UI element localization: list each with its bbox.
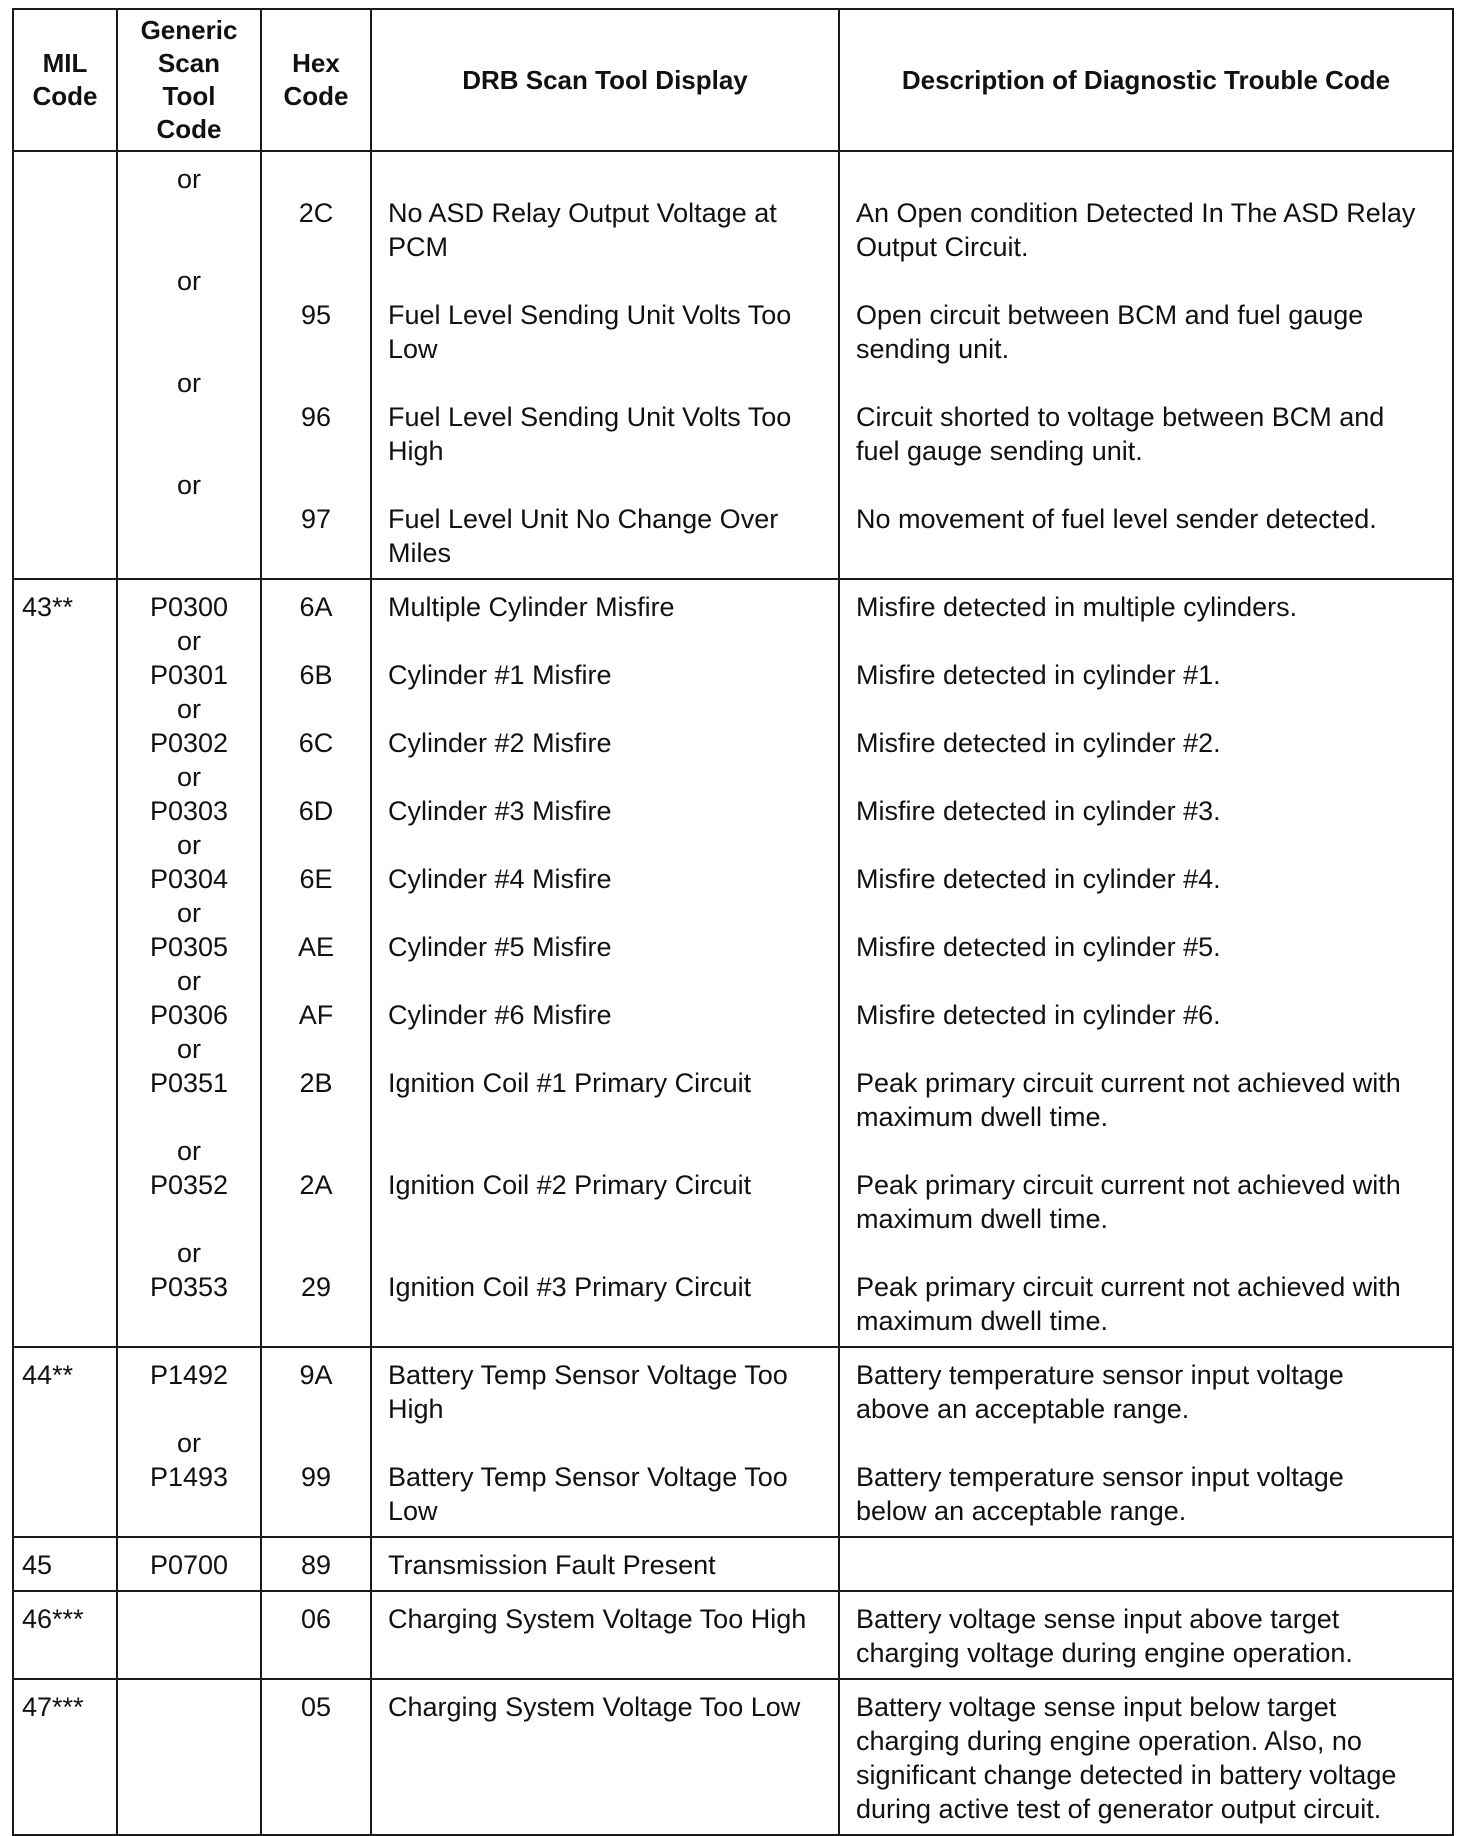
hex-code: AE bbox=[297, 932, 335, 962]
hex-code: 6E bbox=[299, 864, 333, 894]
or-separator: or bbox=[176, 1238, 201, 1268]
generic-code-cell: P0700 bbox=[117, 1537, 261, 1591]
drb-display-text: Ignition Coil #3 Primary Circuit bbox=[388, 1272, 752, 1302]
description-text: Misfire detected in cylinder #6. bbox=[856, 1000, 1221, 1030]
drb-display-text: Low bbox=[388, 334, 438, 364]
or-separator: or bbox=[176, 1034, 201, 1064]
hex-code: 6D bbox=[298, 796, 334, 826]
description-text: Battery voltage sense input below target bbox=[856, 1692, 1337, 1722]
drb-display-text: Cylinder #5 Misfire bbox=[388, 932, 612, 962]
header-hex-line-1: Hex bbox=[292, 48, 340, 78]
hex-code: 95 bbox=[300, 300, 332, 330]
description-text: maximum dwell time. bbox=[856, 1102, 1109, 1132]
description-cell bbox=[839, 1679, 1453, 1835]
description-text: Output Circuit. bbox=[856, 232, 1029, 262]
header-generic-line-1: Generic bbox=[140, 15, 238, 45]
table-row-mil-47 bbox=[13, 1679, 1453, 1835]
or-separator: or bbox=[176, 966, 201, 996]
drb-display-text: Ignition Coil #1 Primary Circuit bbox=[388, 1068, 752, 1098]
hex-code: 2B bbox=[299, 1068, 333, 1098]
header-generic-line-3: Tool bbox=[162, 81, 216, 111]
or-separator: or bbox=[176, 470, 201, 500]
drb-display-text: Multiple Cylinder Misfire bbox=[388, 592, 675, 622]
drb-display-text: Battery Temp Sensor Voltage Too bbox=[388, 1462, 788, 1492]
description-text: sending unit. bbox=[856, 334, 1010, 364]
description-text: Misfire detected in cylinder #5. bbox=[856, 932, 1221, 962]
drb-display-cell bbox=[371, 1347, 839, 1537]
header-drb-display: DRB Scan Tool Display bbox=[371, 9, 839, 151]
drb-display-text: Ignition Coil #2 Primary Circuit bbox=[388, 1170, 752, 1200]
description-text: Battery voltage sense input above target bbox=[856, 1604, 1340, 1634]
description-text: Circuit shorted to voltage between BCM and bbox=[856, 402, 1385, 432]
description-text: Peak primary circuit current not achieved with bbox=[856, 1068, 1401, 1098]
description-cell bbox=[839, 1591, 1453, 1679]
generic-code: P1492 bbox=[149, 1360, 229, 1390]
or-separator: or bbox=[176, 368, 201, 398]
header-hex-code bbox=[261, 9, 371, 151]
table-row-mil-46 bbox=[13, 1591, 1453, 1679]
drb-display-text: Cylinder #2 Misfire bbox=[388, 728, 612, 758]
generic-code: P0302 bbox=[149, 728, 229, 758]
generic-code-cell bbox=[117, 1679, 261, 1835]
drb-display-text: Fuel Level Unit No Change Over bbox=[388, 504, 779, 534]
table-row-mil-44 bbox=[13, 1347, 1453, 1537]
generic-code: P0306 bbox=[149, 1000, 229, 1030]
hex-code-cell: 05 bbox=[261, 1679, 371, 1835]
table-row-group-continued bbox=[13, 151, 1453, 579]
header-description: Description of Diagnostic Trouble Code bbox=[839, 9, 1453, 151]
drb-display-cell: Charging System Voltage Too High bbox=[371, 1591, 839, 1679]
description-text: maximum dwell time. bbox=[856, 1204, 1109, 1234]
hex-code-cell bbox=[261, 151, 371, 579]
dtc-table bbox=[12, 8, 1454, 1836]
drb-display-cell bbox=[371, 579, 839, 1347]
drb-display-text: PCM bbox=[388, 232, 448, 262]
description-cell bbox=[839, 579, 1453, 1347]
or-separator: or bbox=[176, 762, 201, 792]
drb-display-cell: Charging System Voltage Too Low bbox=[371, 1679, 839, 1835]
description-text: below an acceptable range. bbox=[856, 1496, 1187, 1526]
description-cell bbox=[839, 1347, 1453, 1537]
drb-display-text: High bbox=[388, 1394, 444, 1424]
hex-code: 6B bbox=[299, 660, 333, 690]
hex-code: 99 bbox=[300, 1462, 332, 1492]
or-separator: or bbox=[176, 164, 201, 194]
description-text: during active test of generator output circuit. bbox=[856, 1794, 1382, 1824]
drb-display-cell bbox=[371, 151, 839, 579]
description-text: significant change detected in battery voltage bbox=[856, 1760, 1397, 1790]
drb-display-cell: Transmission Fault Present bbox=[371, 1537, 839, 1591]
header-generic-line-4: Code bbox=[156, 114, 222, 144]
generic-code: P0351 bbox=[149, 1068, 229, 1098]
description-text: fuel gauge sending unit. bbox=[856, 436, 1143, 466]
generic-code-cell bbox=[117, 1591, 261, 1679]
hex-code-cell bbox=[261, 579, 371, 1347]
description-text: Misfire detected in cylinder #3. bbox=[856, 796, 1221, 826]
or-separator: or bbox=[176, 898, 201, 928]
description-text: maximum dwell time. bbox=[856, 1306, 1109, 1336]
description-text: An Open condition Detected In The ASD Relay bbox=[856, 198, 1416, 228]
description-text: Open circuit between BCM and fuel gauge bbox=[856, 300, 1364, 330]
description-cell bbox=[839, 151, 1453, 579]
drb-display-text: Fuel Level Sending Unit Volts Too bbox=[388, 402, 792, 432]
header-generic-line-2: Scan bbox=[157, 48, 221, 78]
drb-display-text: Cylinder #1 Misfire bbox=[388, 660, 612, 690]
hex-code: 2C bbox=[298, 198, 334, 228]
header-hex-line-2: Code bbox=[283, 81, 349, 111]
generic-code: P0353 bbox=[149, 1272, 229, 1302]
drb-display-text: Fuel Level Sending Unit Volts Too bbox=[388, 300, 792, 330]
generic-code-cell bbox=[117, 1347, 261, 1537]
mil-code-cell: 47*** bbox=[13, 1679, 117, 1835]
description-text: charging during engine operation. Also, no bbox=[856, 1726, 1362, 1756]
hex-code: 2A bbox=[299, 1170, 333, 1200]
description-text: above an acceptable range. bbox=[856, 1394, 1190, 1424]
description-text: Misfire detected in cylinder #2. bbox=[856, 728, 1221, 758]
description-text: Battery temperature sensor input voltage bbox=[856, 1462, 1344, 1492]
or-separator: or bbox=[176, 1428, 201, 1458]
generic-code-cell bbox=[117, 151, 261, 579]
mil-code-cell bbox=[13, 151, 117, 579]
table-header-row bbox=[13, 9, 1453, 151]
generic-code: P0303 bbox=[149, 796, 229, 826]
hex-code: 6A bbox=[299, 592, 333, 622]
hex-code: 97 bbox=[300, 504, 332, 534]
or-separator: or bbox=[176, 694, 201, 724]
generic-code-cell bbox=[117, 579, 261, 1347]
header-generic-scan-tool-code bbox=[117, 9, 261, 151]
or-separator: or bbox=[176, 266, 201, 296]
description-text: No movement of fuel level sender detected. bbox=[856, 504, 1377, 534]
mil-code-cell: 46*** bbox=[13, 1591, 117, 1679]
or-separator: or bbox=[176, 830, 201, 860]
header-mil-line-2: Code bbox=[32, 81, 98, 111]
description-text: Peak primary circuit current not achieved with bbox=[856, 1272, 1401, 1302]
table-row-mil-43 bbox=[13, 579, 1453, 1347]
hex-code: 29 bbox=[300, 1272, 332, 1302]
hex-code: 6C bbox=[298, 728, 334, 758]
header-mil-line-1: MIL bbox=[42, 48, 88, 78]
description-text: Misfire detected in cylinder #4. bbox=[856, 864, 1221, 894]
or-separator: or bbox=[176, 1136, 201, 1166]
hex-code: AF bbox=[298, 1000, 334, 1030]
drb-display-text: Miles bbox=[388, 538, 452, 568]
hex-code: 96 bbox=[300, 402, 332, 432]
description-text: Misfire detected in cylinder #1. bbox=[856, 660, 1221, 690]
description-text: Battery temperature sensor input voltage bbox=[856, 1360, 1344, 1390]
hex-code-cell bbox=[261, 1347, 371, 1537]
generic-code: P0301 bbox=[149, 660, 229, 690]
description-text: charging voltage during engine operation. bbox=[856, 1638, 1353, 1668]
generic-code: P0352 bbox=[149, 1170, 229, 1200]
drb-display-text: No ASD Relay Output Voltage at bbox=[388, 198, 777, 228]
drb-display-text: Battery Temp Sensor Voltage Too bbox=[388, 1360, 788, 1390]
hex-code: 9A bbox=[299, 1360, 333, 1390]
hex-code-cell: 06 bbox=[261, 1591, 371, 1679]
generic-code: P0304 bbox=[149, 864, 229, 894]
hex-code-cell: 89 bbox=[261, 1537, 371, 1591]
description-text: Misfire detected in multiple cylinders. bbox=[856, 592, 1298, 622]
drb-display-text: Low bbox=[388, 1496, 438, 1526]
description-cell bbox=[839, 1537, 1453, 1591]
drb-display-text: Cylinder #4 Misfire bbox=[388, 864, 612, 894]
generic-code: P0305 bbox=[149, 932, 229, 962]
or-separator: or bbox=[176, 626, 201, 656]
description-text: Peak primary circuit current not achieved with bbox=[856, 1170, 1401, 1200]
generic-code: P1493 bbox=[149, 1462, 229, 1492]
mil-code-cell: 45 bbox=[13, 1537, 117, 1591]
mil-code-cell: 43** bbox=[13, 579, 117, 1347]
drb-display-text: Cylinder #6 Misfire bbox=[388, 1000, 612, 1030]
header-mil-code bbox=[13, 9, 117, 151]
drb-display-text: High bbox=[388, 436, 444, 466]
mil-code-cell: 44** bbox=[13, 1347, 117, 1537]
drb-display-text: Cylinder #3 Misfire bbox=[388, 796, 612, 826]
table-row-mil-45 bbox=[13, 1537, 1453, 1591]
generic-code: P0300 bbox=[149, 592, 229, 622]
